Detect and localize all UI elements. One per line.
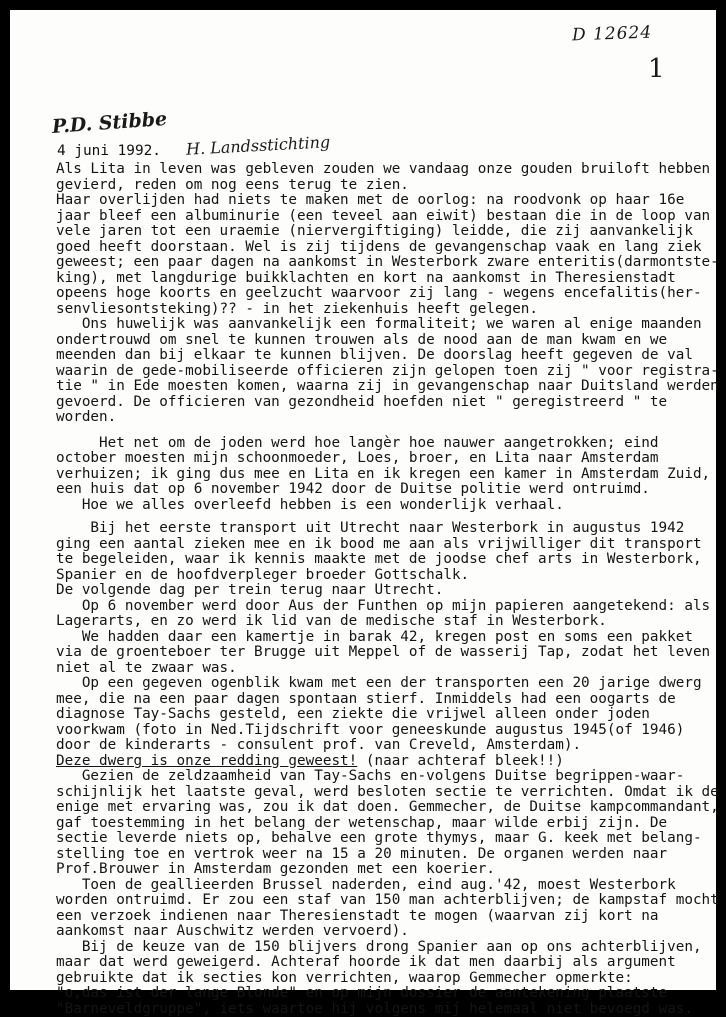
text-line: diagnose Tay-Sachs gesteld, een ziekte die vrijwel alleen onder joden: [56, 707, 716, 723]
text-line: Het net om de joden werd hoe langèr hoe nauwer aangetrokken; eind: [56, 436, 716, 452]
text-line: schijnlijk het laatste geval, werd besloten sectie te verrichten. Omdat ik de: [56, 785, 716, 801]
text-line: Hoe we alles overleefd hebben is een wonderlijk verhaal.: [56, 498, 716, 514]
text-line: worden.: [56, 410, 716, 426]
text-line: Haar overlijden had niets te maken met de oorlog: na roodvonk op haar 16e: [56, 193, 716, 209]
text-line: gebruikte dat ik secties kon verrichten, waarop Gemmecher opmerkte:: [56, 971, 716, 987]
text-line: Toen de geallieerden Brussel naderden, eind aug.'42, moest Westerbork: [56, 878, 716, 894]
text-line: De volgende dag per trein terug naar Utrecht.: [56, 583, 716, 599]
text-line: Op 6 november werd door Aus der Funthen op mijn papieren aangetekend: als: [56, 599, 716, 615]
text-line: niet al te zwaar was.: [56, 661, 716, 677]
underlined-remark: (naar achteraf bleek!!): [357, 753, 564, 769]
text-line: "o,das ist der lange Blonde" en op mijn dossier de aantekening plaatste: [56, 986, 716, 1002]
text-line: voorkwam (foto in Ned.Tijdschrift voor geneeskunde augustus 1945(of 1946): [56, 723, 716, 739]
text-line: Bij het eerste transport uit Utrecht naar Westerbork in augustus 1942: [56, 521, 716, 537]
text-line: door de kinderarts - consulent prof. van Creveld, Amsterdam).: [56, 738, 716, 754]
text-line: We hadden daar een kamertje in barak 42, kregen post en soms een pakket: [56, 630, 716, 646]
text-line: maar dat werd geweigerd. Achteraf hoorde ik dat men daarbij als argument: [56, 955, 716, 971]
letter-body: [56, 162, 716, 1017]
text-line: jaar bleef een albuminurie (een teveel aan eiwit) bestaan die in de loop van: [56, 209, 716, 225]
text-line: gevierd, reden om nog eens terug te zien.: [56, 178, 716, 194]
text-line: Bij de keuze van de 150 blijvers drong Spanier aan op ons achterblijven,: [56, 940, 716, 956]
text-line: tie " in Ede moesten komen, waarna zij in gevangenschap naar Duitsland werden: [56, 379, 716, 395]
text-line: aankomst naar Auschwitz werden vervoerd).: [56, 924, 716, 940]
text-line: geweest; een paar dagen na aankomst in Westerbork zware enteritis(darmontste-: [56, 255, 716, 271]
letter-date: 4 juni 1992.: [57, 143, 161, 159]
underlined-text: Deze dwerg is onze redding geweest!: [56, 753, 357, 769]
text-line: october moesten mijn schoonmoeder, Loes, broer, en Lita naar Amsterdam: [56, 451, 716, 467]
text-line: Prof.Brouwer in Amsterdam gezonden met een koerier.: [56, 862, 716, 878]
text-line: Als Lita in leven was gebleven zouden we vandaag onze gouden bruiloft hebben: [56, 162, 716, 178]
text-line: goed heeft doorstaan. Wel is zij tijdens de gevangenschap vaak en lang ziek: [56, 240, 716, 256]
text-line: Gezien de zeldzaamheid van Tay-Sachs en-volgens Duitse begrippen-waar-: [56, 769, 716, 785]
text-line: ondertrouwd om snel te kunnen trouwen als de nood aan de man kwam en we: [56, 333, 716, 349]
text-line: stelling toe en vertrok weer na 15 a 20 minuten. De organen werden naar: [56, 847, 716, 863]
text-line: waarin de gede-mobiliseerde officieren zijn gelopen toen zij " voor registra-: [56, 364, 716, 380]
text-line: Op een gegeven ogenblik kwam met een der transporten een 20 jarige dwerg: [56, 676, 716, 692]
underlined-sentence: [56, 754, 716, 770]
page-number: 1: [648, 54, 665, 84]
text-line: senvliesontsteking)?? - in het ziekenhuis heeft gelegen.: [56, 302, 716, 318]
text-line: enige met ervaring was, zou ik dat doen. Gemmecher, de Duitse kampcommandant,: [56, 800, 716, 816]
text-line: king), met langdurige buikklachten en kort na aankomst in Theresienstadt: [56, 271, 716, 287]
text-line: een huis dat op 6 november 1942 door de Duitse politie werd ontruimd.: [56, 482, 716, 498]
text-line: Spanier en de hoofdverpleger broeder Gottschalk.: [56, 568, 716, 584]
text-line: ging een aantal zieken mee en ik bood me aan als vrijwilliger dit transport: [56, 537, 716, 553]
text-line: worden ontruimd. Er zou een staf van 150 man achterblijven; de kampstaf mocht: [56, 893, 716, 909]
text-line: meenden dan bij elkaar te kunnen blijven. De doorslag heeft gegeven de val: [56, 348, 716, 364]
text-line: opeens hoge koorts en geelzucht waarvoor zij lang - wegens encefalitis(her-: [56, 286, 716, 302]
archive-number: D 12624: [572, 23, 653, 46]
text-line: via de groenteboer ter Brugge uit Meppel of de wasserij Tap, zodat het leven: [56, 645, 716, 661]
text-line: te begeleiden, waar ik kennis maakte met de joodse chef arts in Westerbork,: [56, 552, 716, 568]
text-line: gaf toestemming in het belang der wetenschap, maar wilde erbij zijn. De: [56, 816, 716, 832]
paragraph-gap: [56, 426, 716, 436]
text-line: mee, die na een paar dagen spontaan stierf. Inmiddels had een oogarts de: [56, 692, 716, 708]
text-line: een verzoek indienen naar Theresienstadt te mogen (waarvan zij kort na: [56, 909, 716, 925]
text-line: Lagerarts, en zo werd ik lid van de medische staf in Westerbork.: [56, 614, 716, 630]
text-line: sectie leverde niets op, behalve een grote thymys, maar G. keek met belang-: [56, 831, 716, 847]
text-line: gevoerd. De officieren van gezondheid hoefden niet " geregistreerd " te: [56, 395, 716, 411]
text-line: vele jaren tot een uraemie (niervergiftiging) leidde, die zij aanvankelijk: [56, 224, 716, 240]
text-line: Ons huwelijk was aanvankelijk een formaliteit; we waren al enige maanden: [56, 317, 716, 333]
text-line: "Barneveldgruppe", iets waartoe hij volgens mij helemaal niet bevoegd was.: [56, 1002, 716, 1017]
text-line: verhuizen; ik ging dus mee en Lita en ik kregen een kamer in Amsterdam Zuid,: [56, 467, 716, 483]
handwritten-author: P.D. Stibbe: [51, 108, 167, 138]
handwritten-address: H. Landsstichting: [186, 132, 331, 159]
